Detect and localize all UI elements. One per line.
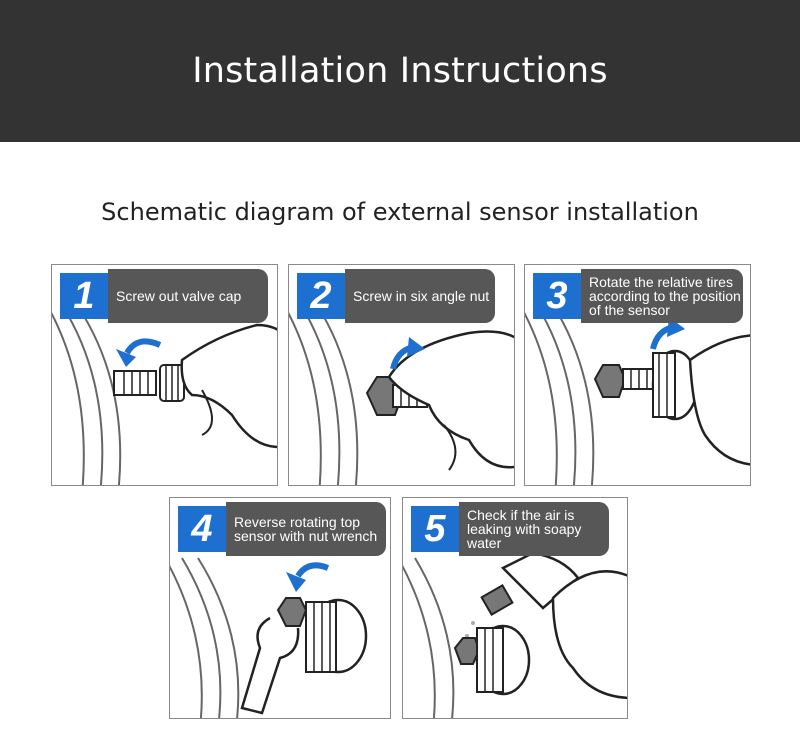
step-2-number: 2	[297, 273, 345, 319]
step-1-number: 1	[60, 273, 108, 319]
step-4-caption: Reverse rotating top sensor with nut wrench	[226, 502, 386, 556]
diagram-subtitle: Schematic diagram of external sensor installation	[101, 198, 699, 226]
step-1-caption: Screw out valve cap	[108, 269, 268, 323]
step-1-panel	[51, 264, 278, 486]
step-5-panel	[402, 497, 628, 719]
page-title: Installation Instructions	[192, 51, 608, 91]
step-4-number: 4	[178, 506, 226, 552]
step-2-caption: Screw in six angle nut	[345, 269, 495, 323]
step-3-caption: Rotate the relative tires according to the position of the sensor	[581, 269, 743, 323]
step-4-panel	[169, 497, 391, 719]
step-2-panel	[288, 264, 515, 486]
step-5-caption: Check if the air is leaking with soapy water	[459, 502, 609, 556]
step-3-panel	[524, 264, 751, 486]
step-3-number: 3	[533, 273, 581, 319]
step-5-number: 5	[411, 506, 459, 552]
